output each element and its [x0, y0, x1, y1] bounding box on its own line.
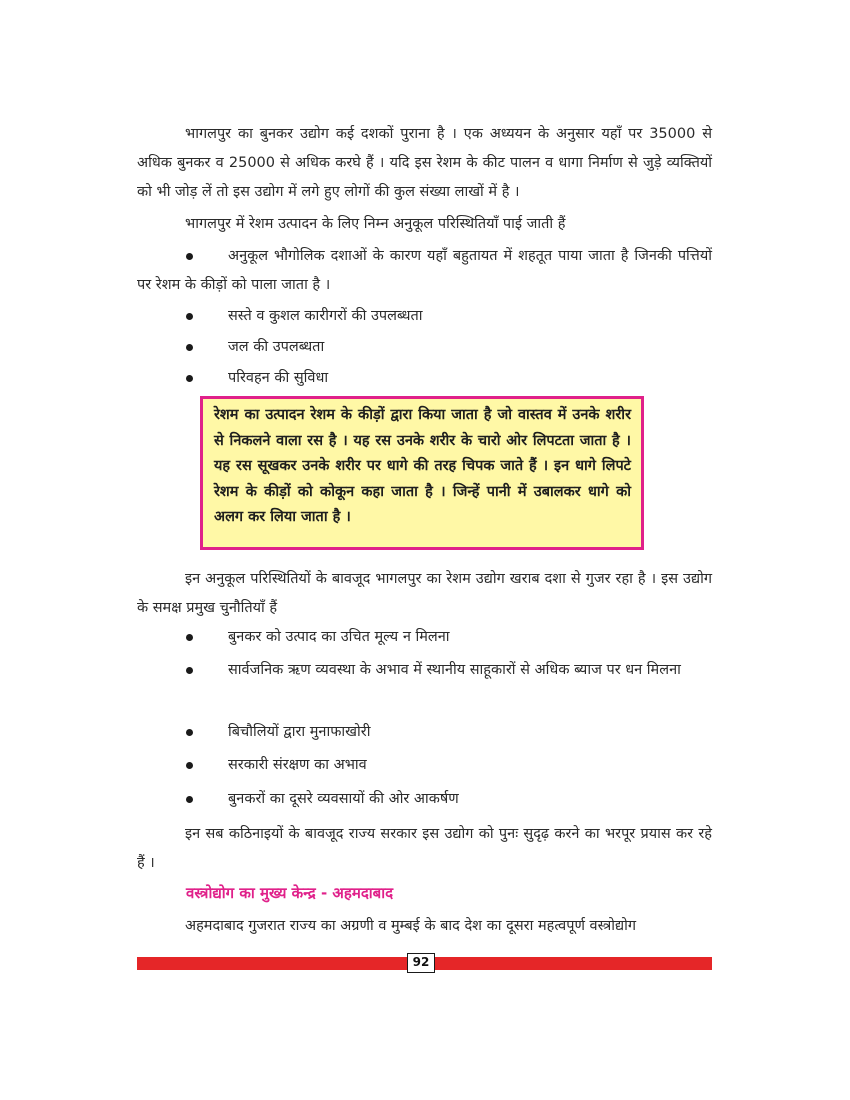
bullet-icon — [186, 313, 193, 320]
bullet-icon — [186, 634, 193, 641]
bullet-text: सरकारी संरक्षण का अभाव — [228, 757, 367, 773]
bullet-text: सार्वजनिक ऋण व्यवस्था के अभाव में स्थानीय साहूकारों से अधिक ब्याज पर धन मिलना — [228, 662, 681, 678]
bullet-text: परिवहन की सुविधा — [228, 370, 329, 386]
bullet-icon — [186, 253, 193, 260]
bullet-icon — [186, 762, 193, 769]
bullet-text: बुनकरों का दूसरे व्यवसायों की ओर आकर्षण — [228, 791, 459, 807]
bullet-text: जल की उपलब्धता — [228, 339, 325, 355]
bullet-text: बुनकर को उत्पाद का उचित मूल्य न मिलना — [228, 629, 450, 645]
bullet-item-geography — [137, 242, 712, 300]
bullet-icon — [186, 344, 193, 351]
section-heading: वस्त्रोद्योग का मुख्य केन्द्र - अहमदाबाद — [186, 884, 394, 902]
bullet-text: सस्ते व कुशल कारीगरों की उपलब्धता — [228, 308, 423, 324]
bullet-icon — [186, 729, 193, 736]
paragraph-favourable-conditions: भागलपुर में रेशम उत्पादन के लिए निम्न अनुकूल परिस्थितियाँ पाई जाती हैं — [185, 216, 566, 232]
callout-text: रेशम का उत्पादन रेशम के कीड़ों द्वारा किया जाता है जो वास्तव में उनके शरीर से निकलने वाला रस है । यह रस उनके शरीर के चारो ओर लिपटता जाता है । यह रस सूखकर उनके शरीर पर धागे की तरह चिपक जाते हैं । इन धागे लिपटे रेशम के कीड़ों को कोकून कहा जाता है । जिन्हें पानी में उबालकर धागे को अलग कर लिया जाता है । — [214, 407, 631, 525]
paragraph-challenges-intro: इन अनुकूल परिस्थितियों के बावजूद भागलपुर का रेशम उद्योग खराब दशा से गुजर रहा है । इस उद्योग के समक्ष प्रमुख चुनौतियाँ हैं — [137, 571, 712, 616]
paragraph-silk-industry-intro: भागलपुर का बुनकर उद्योग कई दशकों पुराना है । एक अध्ययन के अनुसार यहाँ पर 35000 से अधिक बुनकर व 25000 से अधिक करघे हैं । यदि इस रेशम के कीट पालन व धागा निर्माण से जुड़े व्यक्तियों को भी जोड़ लें तो इस उद्योग में लगे हुए लोगों की कुल संख्या लाखों में है । — [137, 126, 712, 200]
bullet-icon — [186, 667, 193, 674]
bullet-icon — [186, 796, 193, 803]
info-callout-box — [200, 396, 644, 550]
page-number: 92 — [407, 953, 435, 973]
paragraph-ahmedabad: अहमदाबाद गुजरात राज्य का अग्रणी व मुम्बई के बाद देश का दूसरा महत्वपूर्ण वस्त्रोद्योग — [185, 918, 637, 934]
bullet-text: बिचौलियों द्वारा मुनाफाखोरी — [228, 724, 371, 740]
bullet-text: अनुकूल भौगोलिक दशाओं के कारण यहाँ बहुतायत में शहतूत पाया जाता है जिनकी पत्तियों पर रेशम के कीड़ों को पाला जाता है । — [137, 248, 712, 293]
bullet-icon — [186, 375, 193, 382]
paragraph-government-efforts: इन सब कठिनाइयों के बावजूद राज्य सरकार इस उद्योग को पुनः सुदृढ़ करने का भरपूर प्रयास कर रहे हैं । — [137, 826, 712, 871]
